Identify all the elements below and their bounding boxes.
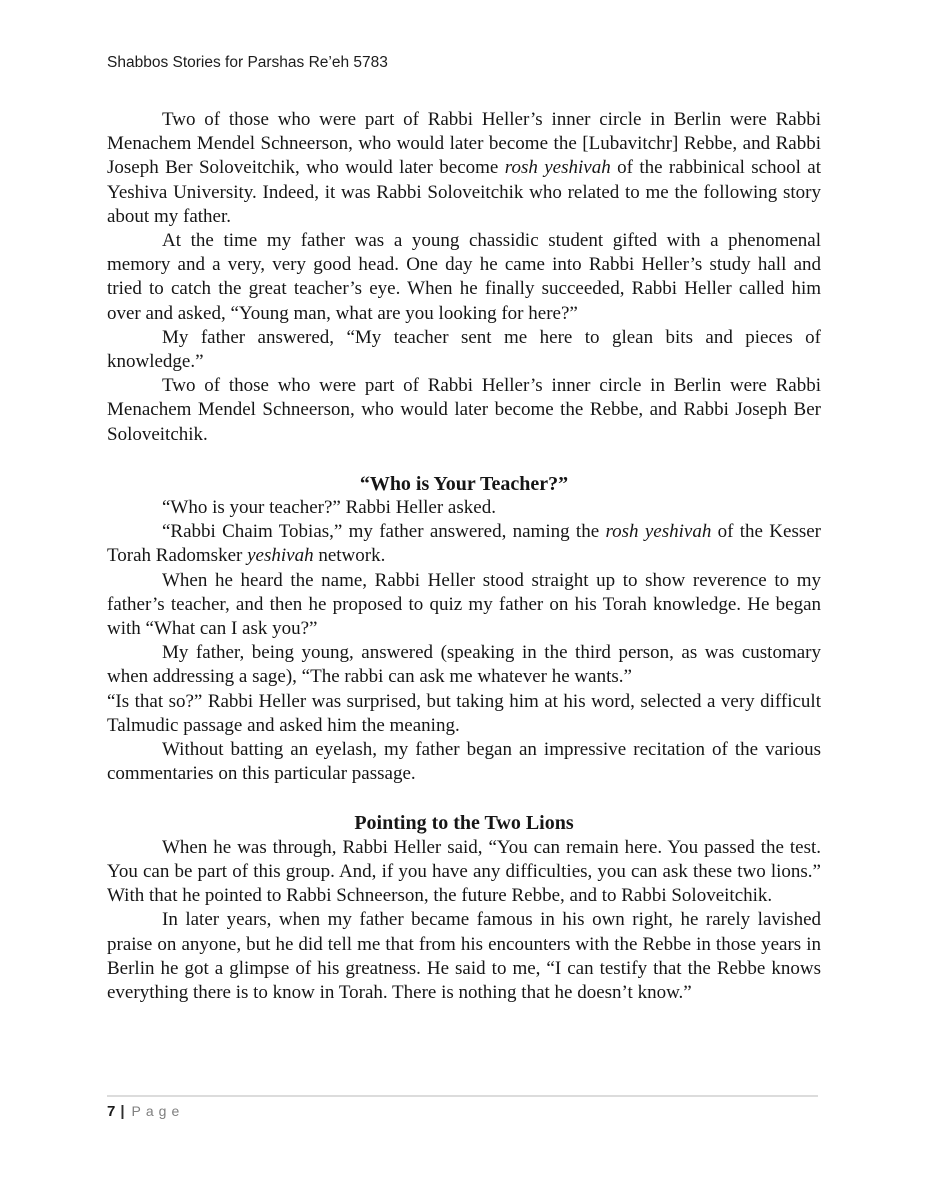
paragraph: Two of those who were part of Rabbi Heller’s inner circle in Berlin were Rabbi Menachem Mendel Schneerson, who would later become the [Lubavitchr] Rebbe, and Rabbi Joseph Ber Soloveitchik, who would later become rosh yeshivah of the rabbinical school at Yeshiva University. Indeed, it was Rabbi Soloveitchik who related to me the following story about my father. (107, 109, 821, 227)
paragraph: In later years, when my father became famous in his own right, he rarely lavished praise on anyone, but he did tell me that from his encounters with the Rebbe in those years in Berlin he got a glimpse of his greatness. He said to me, “I can testify that the Rebbe knows everything there is to know in Torah. There is nothing that he doesn’t know.” (107, 909, 821, 1003)
paragraph: Two of those who were part of Rabbi Heller’s inner circle in Berlin were Rabbi Menachem Mendel Schneerson, who would later become the Rebbe, and Rabbi Joseph Ber Soloveitchik. (107, 375, 821, 445)
paragraph: “Is that so?” Rabbi Heller was surprised, but taking him at his word, selected a very difficult Talmudic passage and asked him the meaning. (107, 690, 821, 736)
section-heading: “Who is Your Teacher?” (359, 472, 569, 495)
running-header (107, 53, 388, 73)
section-heading: Pointing to the Two Lions (354, 812, 574, 835)
paragraph: Without batting an eyelash, my father began an impressive recitation of the various commentaries on this particular passage. (107, 739, 821, 785)
paragraph: At the time my father was a young chassidic student gifted with a phenomenal memory and a very, very good head. One day he came into Rabbi Heller’s study hall and tried to catch the great teacher’s eye. When he finally succeeded, Rabbi Heller called him over and asked, “Young man, what are you looking for here?” (107, 230, 821, 324)
footer-separator: | (120, 1103, 125, 1120)
paragraph: When he heard the name, Rabbi Heller stood straight up to show reverence to my father’s teacher, and then he proposed to quiz my father on his Torah knowledge. He began with “What can I ask you?” (107, 569, 821, 640)
page-label: Page (131, 1103, 185, 1119)
paragraph: My father, being young, answered (speaking in the third person, as was customary when addressing a sage), “The rabbi can ask me whatever he wants.” (107, 642, 821, 688)
document-body (107, 108, 821, 1005)
paragraph: My father answered, “My teacher sent me here to glean bits and pieces of knowledge.” (107, 326, 821, 373)
paragraph: When he was through, Rabbi Heller said, “You can remain here. You passed the test. You can be part of this group. And, if you have any difficulties, you can ask these two lions.” With that he pointed to Rabbi Schneerson, the future Rebbe, and to Rabbi Soloveitchik. (107, 836, 821, 907)
paragraph: “Who is your teacher?” Rabbi Heller asked. (162, 497, 496, 519)
page-number: 7 (107, 1103, 116, 1120)
page-footer (107, 1095, 818, 1121)
paragraph: “Rabbi Chaim Tobias,” my father answered, naming the rosh yeshivah of the Kesser Torah Radomsker yeshivah network. (107, 521, 821, 567)
header-title: Shabbos Stories for Parshas Re’eh 5783 (107, 54, 388, 71)
